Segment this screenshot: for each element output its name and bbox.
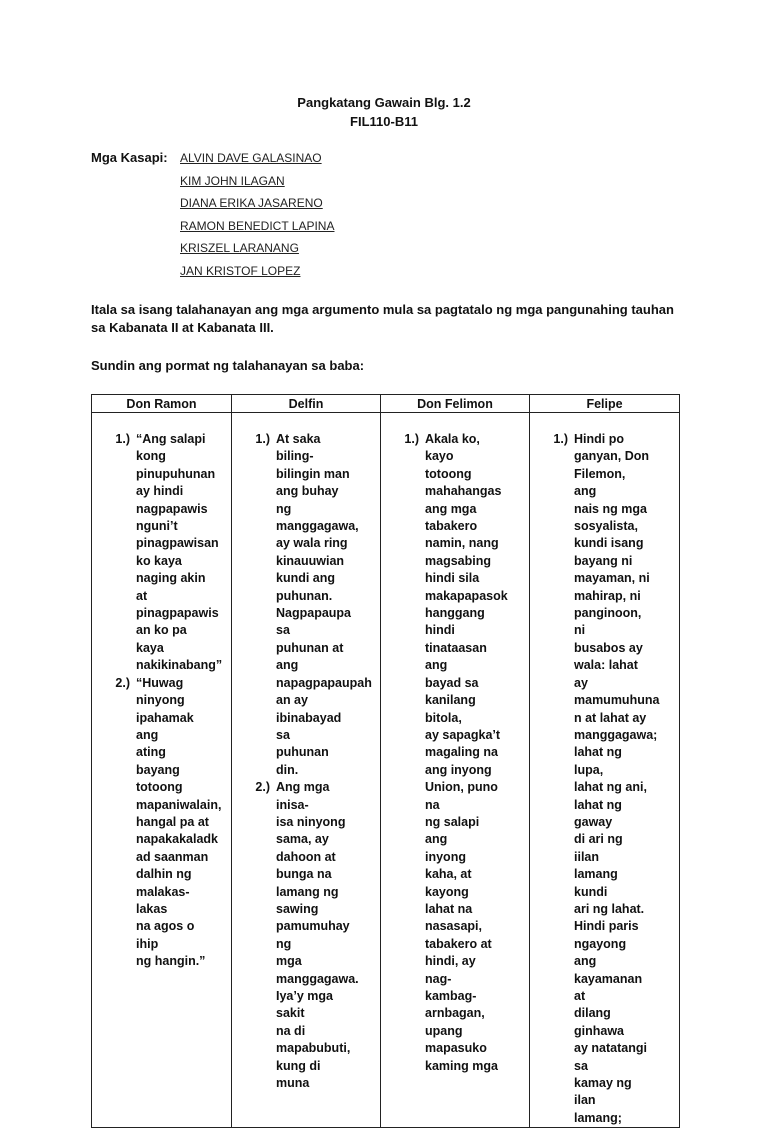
members-list <box>180 150 334 285</box>
argument-list <box>530 431 679 1127</box>
argument-text: “Huwag ninyong ipahamak ang ating bayang totoong mapaniwalain, hangal pa at napakakaladk ad saanman dalhin ng malakas-lakas na agos o ihip ng hangin.” <box>136 675 222 969</box>
argument-item <box>381 431 529 1075</box>
argument-list <box>92 431 231 971</box>
argument-text: Hindi po ganyan, Don Filemon, ang nais ng mga sosyalista, kundi isang bayang ni mayaman, ni mahirap, ni panginoon, ni busabos ay wala: lahat ay mamumuhuna n at lahat ay manggagawa; lahat ng lupa, lahat ng ani, lahat ng gaway di ari ng iilan lamang kundi ari ng lahat. Hindi paris ngayong ang kayamanan at dilang ginhawa ay natatangi sa kamay ng ilan lamang; <box>574 432 660 1125</box>
argument-item <box>92 431 231 675</box>
argument-item <box>530 431 679 1127</box>
header-don-ramon: Don Ramon <box>92 395 232 413</box>
argument-list <box>232 431 380 1092</box>
member-name: RAMON BENEDICT LAPINA <box>180 218 335 233</box>
cell-felipe <box>530 413 680 1128</box>
instruction-format: Sundin ang pormat ng talahanayan sa baba: <box>91 358 365 373</box>
argument-number: 2.) <box>115 675 130 690</box>
members-label: Mga Kasapi: <box>91 150 168 165</box>
argument-number: 1.) <box>404 432 419 446</box>
table-header-row <box>92 395 680 413</box>
member-name: ALVIN DAVE GALASINAO <box>180 151 322 165</box>
arguments-table <box>91 394 680 1128</box>
document-title: Pangkatang Gawain Blg. 1.2 <box>297 95 471 110</box>
argument-item <box>232 431 380 779</box>
argument-number: 1.) <box>255 432 270 446</box>
instruction-paragraph: Itala sa isang talahanayan ang mga argumento mula sa pagtatalo ng mga pangunahing tauhan sa Kabanata II at Kabanata III. <box>91 302 674 335</box>
cell-don-felimon <box>381 413 530 1128</box>
argument-text: Akala ko, kayo totoong mahahangas ang mga tabakero namin, nang magsabing hindi sila makapapasok hanggang hindi tinataasan ang bayad sa kanilang bitola, ay sapagka’t magaling na ang inyong Union, puno na ng salapi ang inyong kaha, at kayong lahat na nasasapi, tabakero at hindi, ay nag- kambag- arnbagan, upang mapasuko kaming mga <box>425 432 508 1073</box>
cell-delfin <box>232 413 381 1128</box>
argument-number: 1.) <box>115 432 130 446</box>
document-subtitle: FIL110-B11 <box>350 114 418 129</box>
argument-item <box>92 675 231 971</box>
cell-don-ramon <box>92 413 232 1128</box>
member-name: DIANA ERIKA JASARENO <box>180 196 323 210</box>
argument-list <box>381 431 529 1075</box>
argument-text: At saka biling- bilingin man ang buhay ng manggagawa, ay wala ring kinauuwian kundi ang puhunan. Nagpapaupa sa puhunan at ang napagpapaupah an ay ibinabayad sa puhunan din. <box>276 432 372 777</box>
argument-text: “Ang salapi kong pinupuhunan ay hindi nagpapawis nguni’t pinagpawisan ko kaya naging akin at pinagpapawis an ko pa kaya nakikinabang” <box>136 432 223 673</box>
argument-number: 2.) <box>255 780 270 795</box>
header-don-felimon: Don Felimon <box>381 395 530 413</box>
member-name: JAN KRISTOF LOPEZ <box>180 263 301 278</box>
argument-item <box>232 779 380 1092</box>
header-delfin: Delfin <box>232 395 381 413</box>
member-name: KIM JOHN ILAGAN <box>180 173 285 188</box>
argument-number: 1.) <box>553 432 568 446</box>
table-row <box>92 413 680 1128</box>
member-name: KRISZEL LARANANG <box>180 241 299 255</box>
header-felipe: Felipe <box>530 395 680 413</box>
argument-text: Ang mga inisa- isa ninyong sama, ay dahoon at bunga na lamang ng sawing pamumuhay ng mga manggagawa. Iya’y mga sakit na di mapabubuti, kung di muna <box>276 780 359 1091</box>
